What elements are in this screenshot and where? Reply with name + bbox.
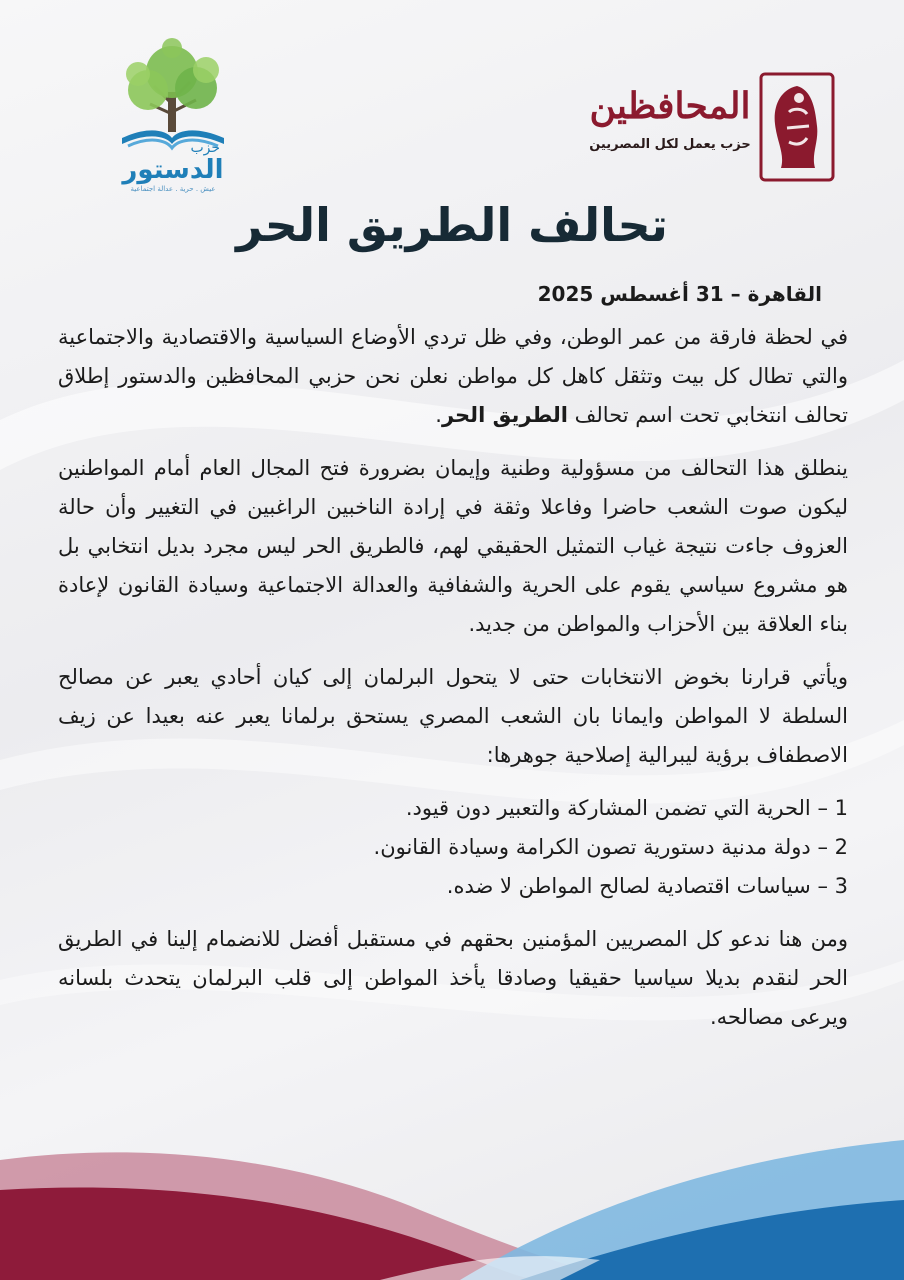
pharaoh-emblem-icon [759, 72, 835, 182]
dostour-hizb-label: حزب [190, 140, 220, 156]
mohafezin-name: المحافظين [589, 85, 751, 127]
alliance-name-bold: الطريق الحر [441, 403, 568, 427]
paragraph-call: ومن هنا ندعو كل المصريين المؤمنين بحقهم في مستقبل أفضل للانضمام إلينا في الطريق الحر لنقدم بديلا سياسيا حقيقيا وصادقا يأخذ المواطن إلى قلب البرلمان يتحدث بلسانه ويرعى مصالحه. [58, 927, 848, 1029]
statement-body [58, 318, 848, 1051]
paragraph-mission: ينطلق هذا التحالف من مسؤولية وطنية وإيمان بضرورة فتح المجال العام أمام المواطنين ليكون صوت الشعب حاضرا وفاعلا وثقة في إرادة الناخبين الراغبين في التغيير وأن حالة العزوف جاءت نتيجة غياب التمثيل الحقيقي لهم، فالطريق الحر ليس مجرد بديل انتخابي بل هو مشروع سياسي يقوم على الحرية والشفافية والعدالة الاجتماعية وسيادة القانون لإعادة بناء العلاقة بين الأحزاب والمواطن من جديد. [58, 456, 848, 636]
paragraph-intro [58, 318, 848, 435]
tree-book-icon [108, 34, 238, 154]
dostour-name: الدستور [122, 155, 224, 185]
dateline: القاهرة – 31 أغسطس 2025 [537, 282, 822, 306]
paragraph-intro-text: في لحظة فارقة من عمر الوطن، وفي ظل تردي الأوضاع السياسية والاقتصادية والاجتماعية والتي تطال كل بيت وتثقل كاهل كل مواطن نعلن نحن حزبي المحافظين والدستور إطلاق تحالف انتخابي تحت اسم تحالف [58, 325, 848, 427]
mohafezin-party-logo [585, 70, 835, 185]
paragraph-intro-end: . [435, 403, 442, 427]
dostour-party-logo [108, 34, 238, 199]
bottom-wave-decoration [0, 1120, 904, 1280]
paragraph-decision: ويأتي قرارنا بخوض الانتخابات حتى لا يتحول البرلمان إلى كيان أحادي يعبر عن مصالح السلطة لا المواطن وايمانا بان الشعب المصري يستحق برلمانا يعبر عنه بعيدا عن زيف الاصطفاف برؤية ليبرالية إصلاحية جوهرها: [58, 665, 848, 767]
principles-list [58, 789, 848, 906]
mohafezin-tagline: حزب يعمل لكل المصريين [589, 137, 751, 152]
list-item: 2 – دولة مدنية دستورية تصون الكرامة وسيادة القانون. [373, 835, 848, 859]
list-item: 1 – الحرية التي تضمن المشاركة والتعبير دون قيود. [405, 796, 848, 820]
dostour-tagline: عيش . حرية . عدالة اجتماعية [130, 185, 216, 193]
page-title: تحالف الطريق الحر [236, 198, 668, 252]
list-item: 3 – سياسات اقتصادية لصالح المواطن لا ضده. [446, 874, 848, 898]
